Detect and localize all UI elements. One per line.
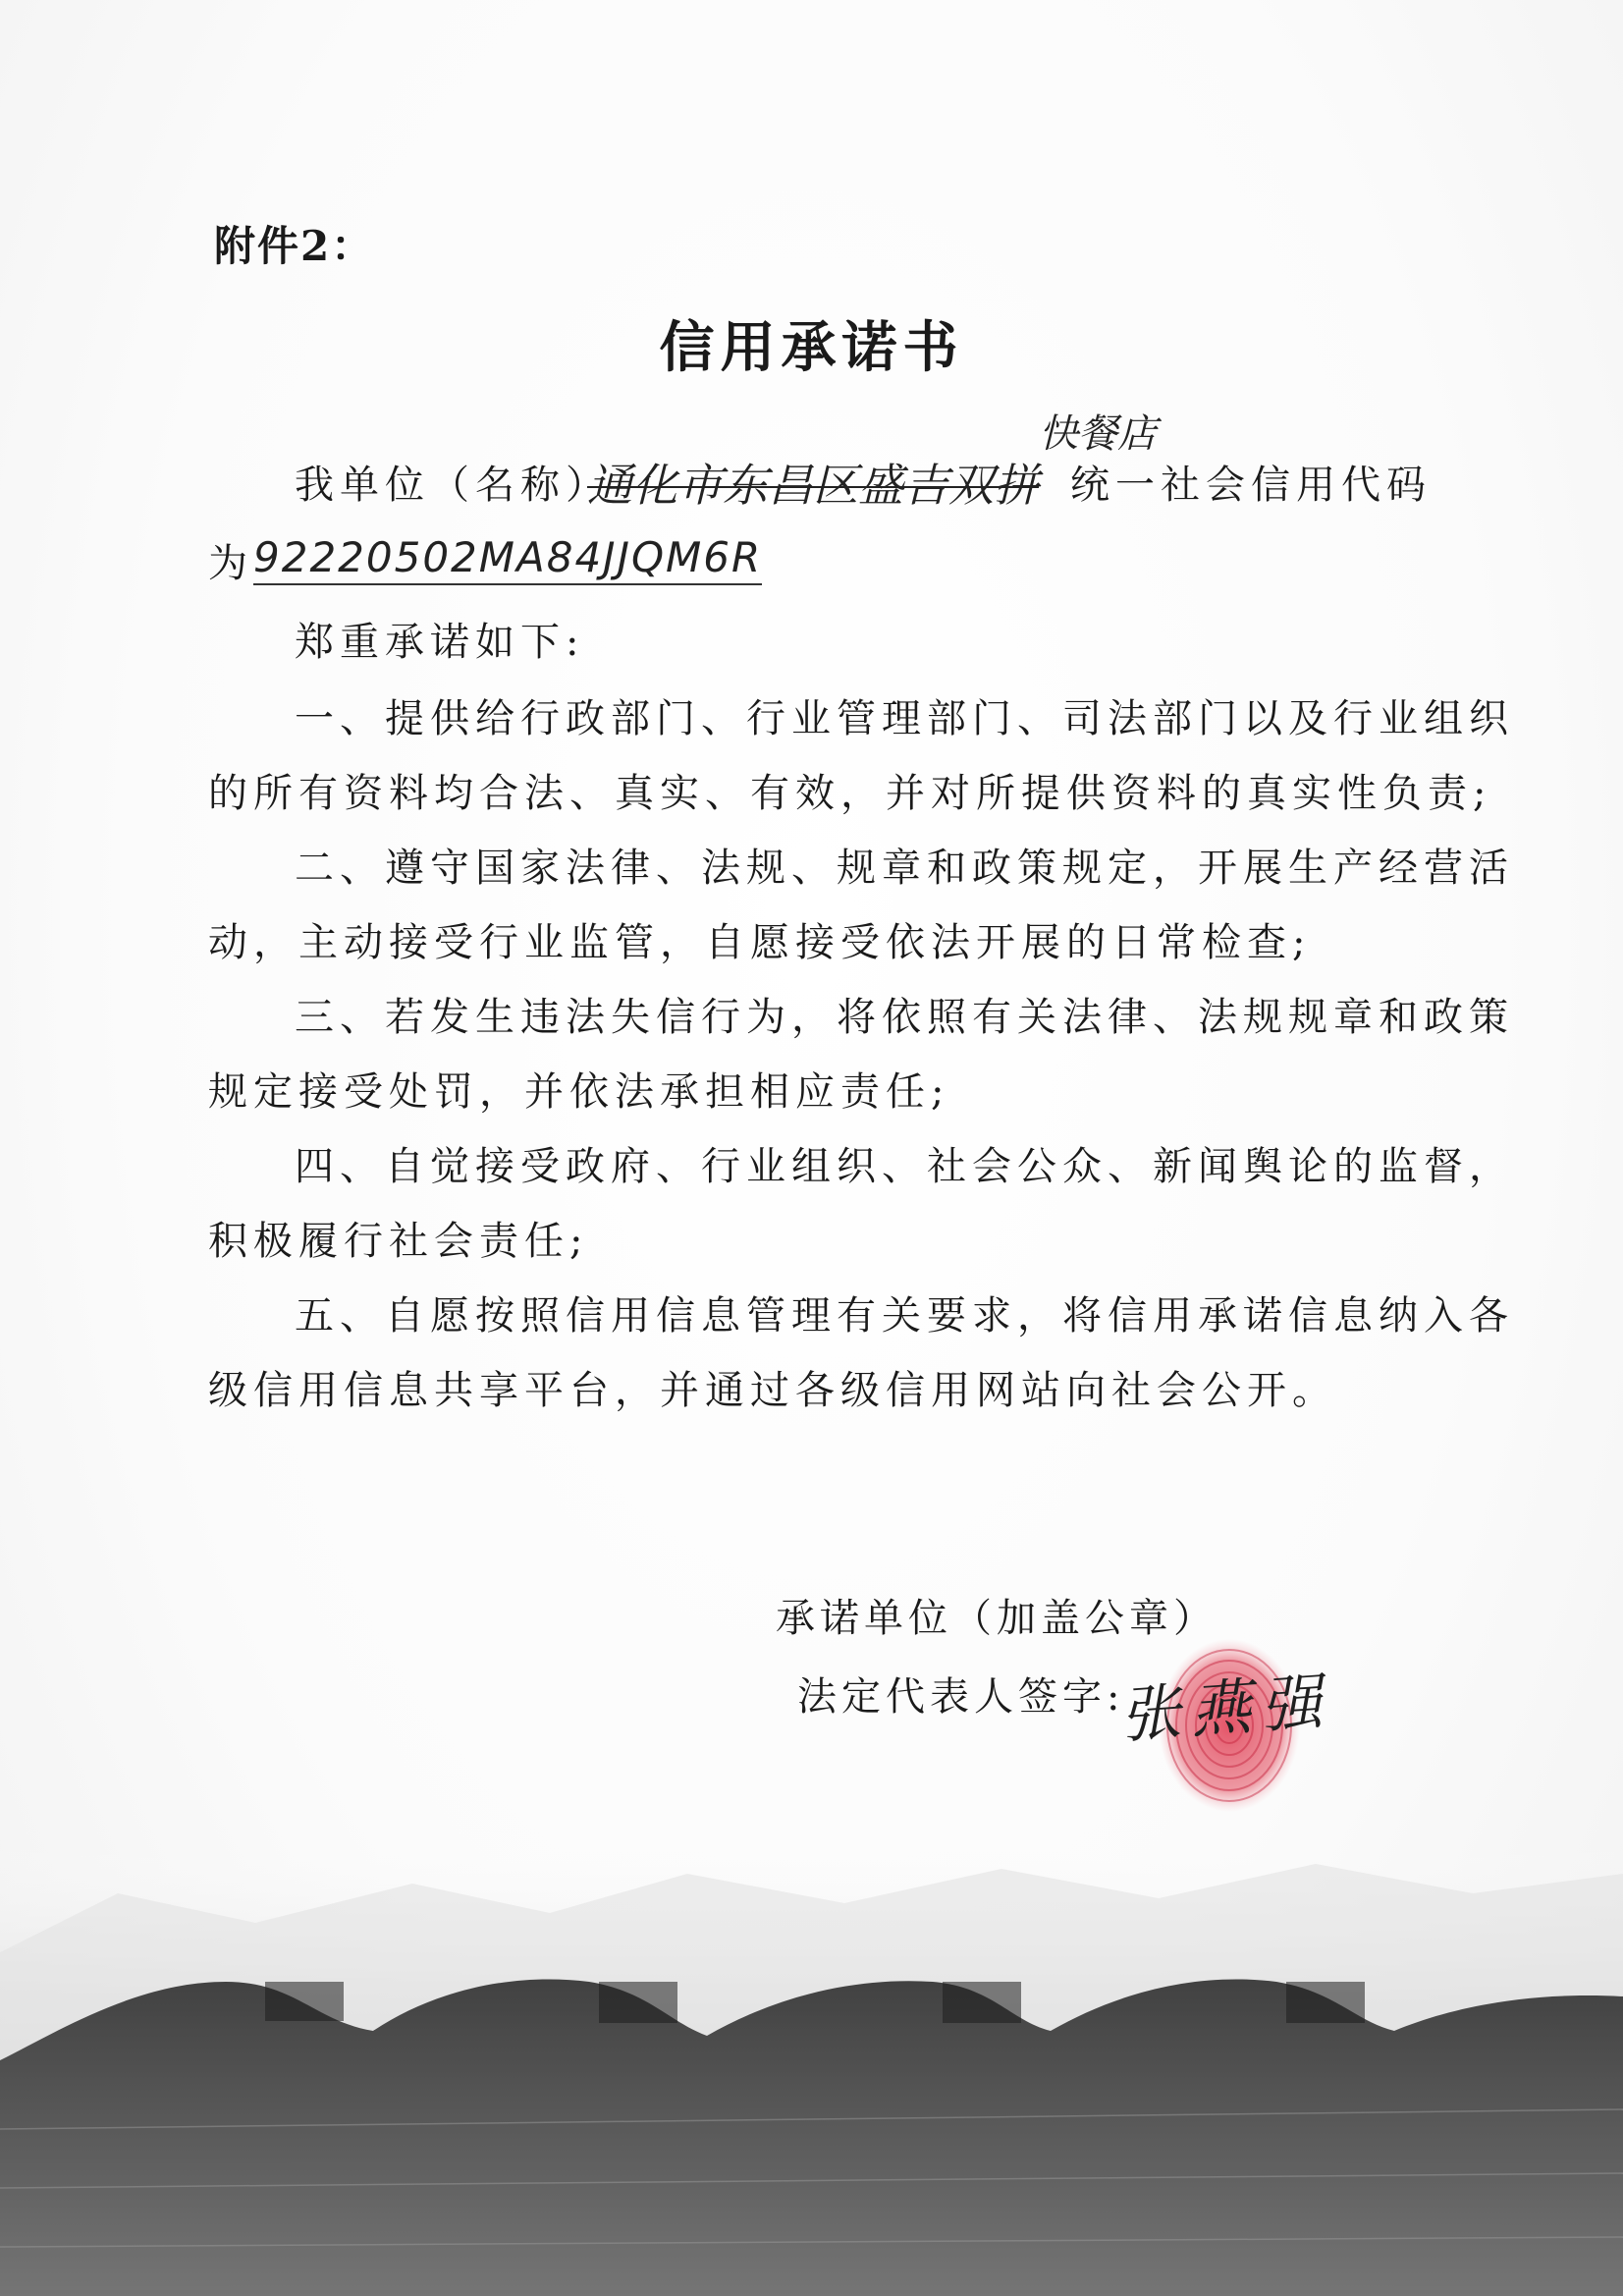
code-prefix: 为 xyxy=(208,541,253,586)
code-line xyxy=(208,532,253,588)
intro-suffix: 统一社会信用代码 xyxy=(1070,463,1432,508)
legal-rep-label: 法定代表人签字: xyxy=(797,1674,1125,1720)
item-1-line-2: 的所有资料均合法、真实、有效，并对所提供资料的真实性负责; xyxy=(208,771,1492,816)
attachment-heading: 附件2： xyxy=(214,222,375,270)
handwritten-unit-name-suffix: 快餐店 xyxy=(1039,411,1157,457)
item-5-line-2: 级信用信息共享平台，并通过各级信用网站向社会公开。 xyxy=(208,1368,1337,1413)
item-5-line-1: 五、自愿按照信用信息管理有关要求，将信用承诺信息纳入各 xyxy=(295,1293,1514,1339)
promising-unit-label: 承诺单位（加盖公章） xyxy=(776,1596,1217,1641)
great-wall-background-art xyxy=(0,1834,1623,2296)
item-3-line-1: 三、若发生违法失信行为，将依照有关法律、法规规章和政策 xyxy=(295,995,1514,1040)
item-2-line-2: 动，主动接受行业监管，自愿接受依法开展的日常检查; xyxy=(208,920,1312,965)
intro-prefix: 我单位（名称） xyxy=(295,463,611,508)
handwritten-credit-code: 92220502MA84JJQM6R xyxy=(253,533,762,585)
item-3-line-2: 规定接受处罚，并依法承担相应责任; xyxy=(208,1069,950,1115)
promise-intro: 郑重承诺如下: xyxy=(295,620,585,665)
handwritten-signature: 张燕强 xyxy=(1117,1665,1334,1752)
item-4-line-2: 积极履行社会责任; xyxy=(208,1219,589,1264)
item-1-line-1: 一、提供给行政部门、行业管理部门、司法部门以及行业组织 xyxy=(295,696,1514,741)
document-title: 信用承诺书 xyxy=(659,315,964,380)
item-2-line-1: 二、遵守国家法律、法规、规章和政策规定，开展生产经营活 xyxy=(295,846,1514,891)
item-4-line-1: 四、自觉接受政府、行业组织、社会公众、新闻舆论的监督， xyxy=(295,1144,1514,1189)
handwritten-unit-name: 通化市东昌区盛吉双拼 xyxy=(587,459,1039,512)
